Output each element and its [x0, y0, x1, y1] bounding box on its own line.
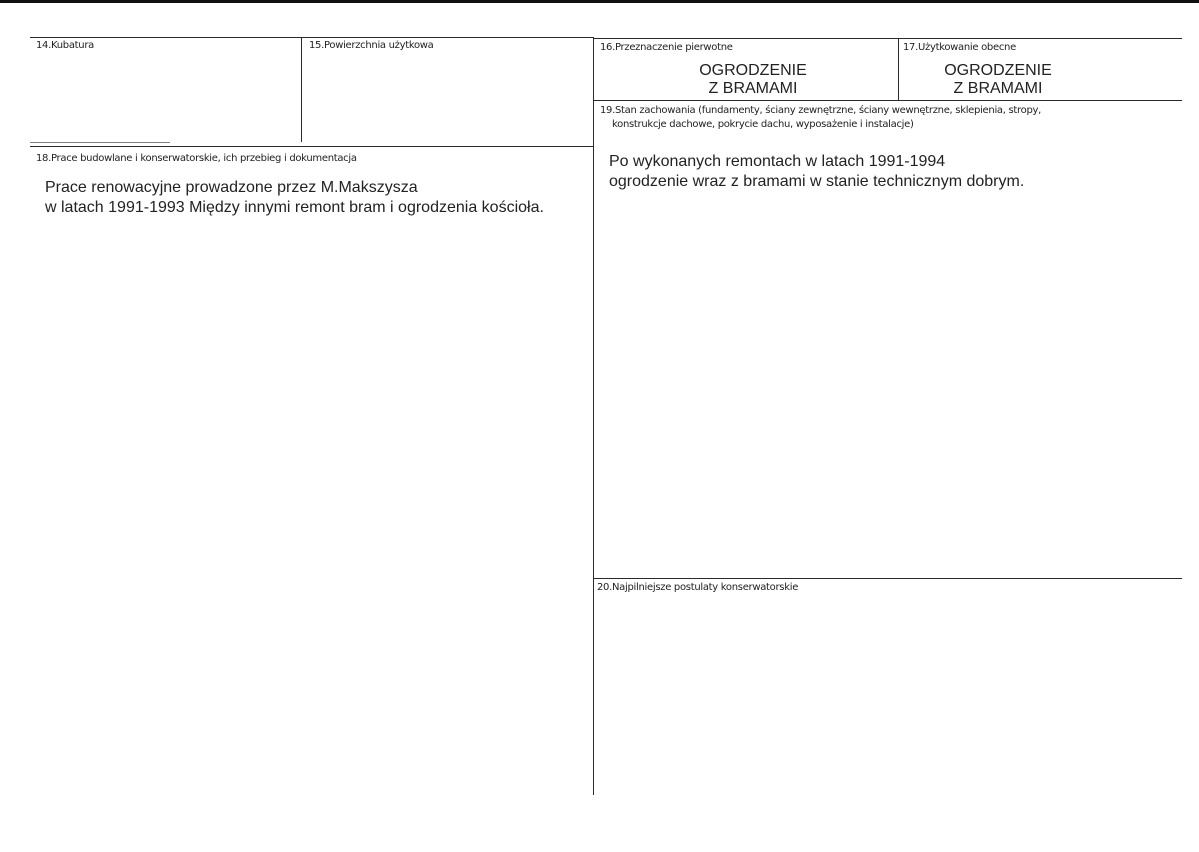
rule-under-16-17: [593, 100, 1182, 101]
field-17-value-line2: Z BRAMAMI: [953, 80, 1043, 97]
rule-above-18: [30, 146, 593, 147]
field-19-value-line1: Po wykonanych remontach w latach 1991-1994: [609, 153, 946, 170]
field-17-value-line1: OGRODZENIE: [944, 62, 1052, 79]
field-15-label: 15.Powierzchnia użytkowa: [309, 40, 434, 51]
field-18-value-line1: Prace renowacyjne prowadzone przez M.Makszysza: [45, 179, 418, 196]
field-16-value-line1: OGRODZENIE: [699, 62, 807, 79]
divider-16-17: [898, 38, 899, 100]
field-18-label: 18.Prace budowlane i konserwatorskie, ich przebieg i dokumentacja: [36, 153, 357, 164]
divider-left-right: [593, 37, 594, 795]
divider-14-15: [301, 37, 302, 142]
field-16-value-line2: Z BRAMAMI: [708, 80, 798, 97]
field-14-label: 14.Kubatura: [36, 40, 94, 51]
field-19-value-line2: ogrodzenie wraz z bramami w stanie technicznym dobrym.: [609, 173, 1025, 190]
rule-top-left: [30, 37, 593, 38]
field-16-label: 16.Przeznaczenie pierwotne: [600, 42, 733, 53]
field-18-value-line2: w latach 1991-1993 Między innymi remont bram i ogrodzenia kościoła.: [45, 199, 544, 216]
field-19-label-line2: konstrukcje dachowe, pokrycie dachu, wyposażenie i instalacje): [612, 119, 914, 130]
rule-above-20: [593, 578, 1182, 579]
field-19-label-line1: 19.Stan zachowania (fundamenty, ściany zewnętrzne, ściany wewnętrzne, sklepienia, stropy,: [600, 105, 1042, 116]
field-20-label: 20.Najpilniejsze postulaty konserwatorskie: [597, 582, 799, 593]
scan-top-edge: [0, 0, 1199, 3]
rule-under-14-15: [30, 142, 170, 143]
field-17-label: 17.Użytkowanie obecne: [903, 42, 1016, 53]
rule-top-right: [593, 38, 1182, 39]
